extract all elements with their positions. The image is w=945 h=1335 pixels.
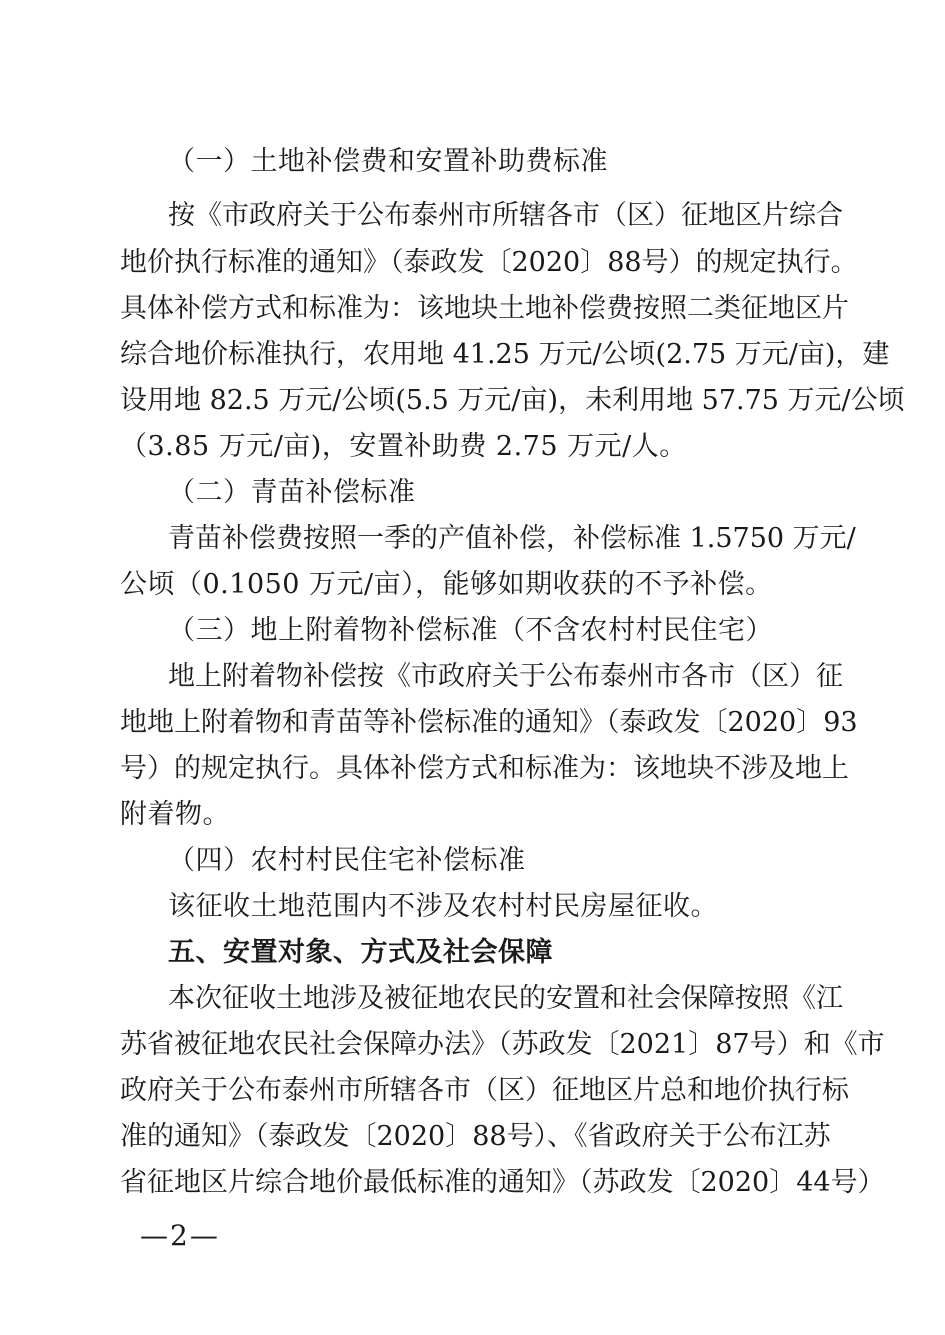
paragraph-line: 设用地 82.5 万元/公顷(5.5 万元/亩)，未利用地 57.75 万元/公顷 bbox=[120, 385, 905, 416]
paragraph-line: 按《市政府关于公布泰州市所辖各市（区）征地区片综合 bbox=[168, 200, 843, 231]
paragraph-line: （3.85 万元/亩)，安置补助费 2.75 万元/人。 bbox=[120, 431, 687, 462]
page-number: —2— bbox=[140, 1219, 220, 1252]
paragraph-line: 地上附着物补偿按《市政府关于公布泰州市各市（区）征 bbox=[168, 661, 843, 692]
heading-housing-compensation: （四）农村村民住宅补偿标准 bbox=[168, 845, 526, 876]
paragraph-line: 该征收土地范围内不涉及农村村民房屋征收。 bbox=[168, 891, 718, 922]
paragraph-line: 号）的规定执行。具体补偿方式和标准为：该地块不涉及地上 bbox=[120, 753, 849, 784]
paragraph-line: 公顷（0.1050 万元/亩），能够如期收获的不予补偿。 bbox=[120, 569, 773, 600]
paragraph-line: 地价执行标准的通知》（泰政发〔2020〕88号）的规定执行。 bbox=[120, 247, 858, 278]
paragraph-line: 综合地价标准执行，农用地 41.25 万元/公顷(2.75 万元/亩)，建 bbox=[120, 339, 890, 370]
paragraph-line: 省征地区片综合地价最低标准的通知》（苏政发〔2020〕44号） bbox=[120, 1167, 885, 1198]
paragraph-line: 附着物。 bbox=[120, 799, 230, 830]
paragraph-line: 本次征收土地涉及被征地农民的安置和社会保障按照《江 bbox=[168, 983, 843, 1014]
section-heading-resettlement: 五、安置对象、方式及社会保障 bbox=[168, 937, 553, 968]
paragraph-line: 地地上附着物和青苗等补偿标准的通知》（泰政发〔2020〕93 bbox=[120, 707, 858, 738]
paragraph-line: 青苗补偿费按照一季的产值补偿，补偿标准 1.5750 万元/ bbox=[168, 523, 856, 554]
paragraph-line: 苏省被征地农民社会保障办法》（苏政发〔2021〕87号）和《市 bbox=[120, 1029, 885, 1060]
paragraph-line: 政府关于公布泰州市所辖各市（区）征地区片总和地价执行标 bbox=[120, 1075, 849, 1106]
heading-seedling-compensation: （二）青苗补偿标准 bbox=[168, 477, 416, 508]
paragraph-line: 具体补偿方式和标准为：该地块土地补偿费按照二类征地区片 bbox=[120, 293, 849, 324]
heading-land-compensation: （一）土地补偿费和安置补助费标准 bbox=[168, 146, 608, 177]
heading-attachment-compensation: （三）地上附着物补偿标准（不含农村村民住宅） bbox=[168, 615, 773, 646]
paragraph-line: 准的通知》（泰政发〔2020〕88号）、《省政府关于公布江苏 bbox=[120, 1121, 831, 1152]
